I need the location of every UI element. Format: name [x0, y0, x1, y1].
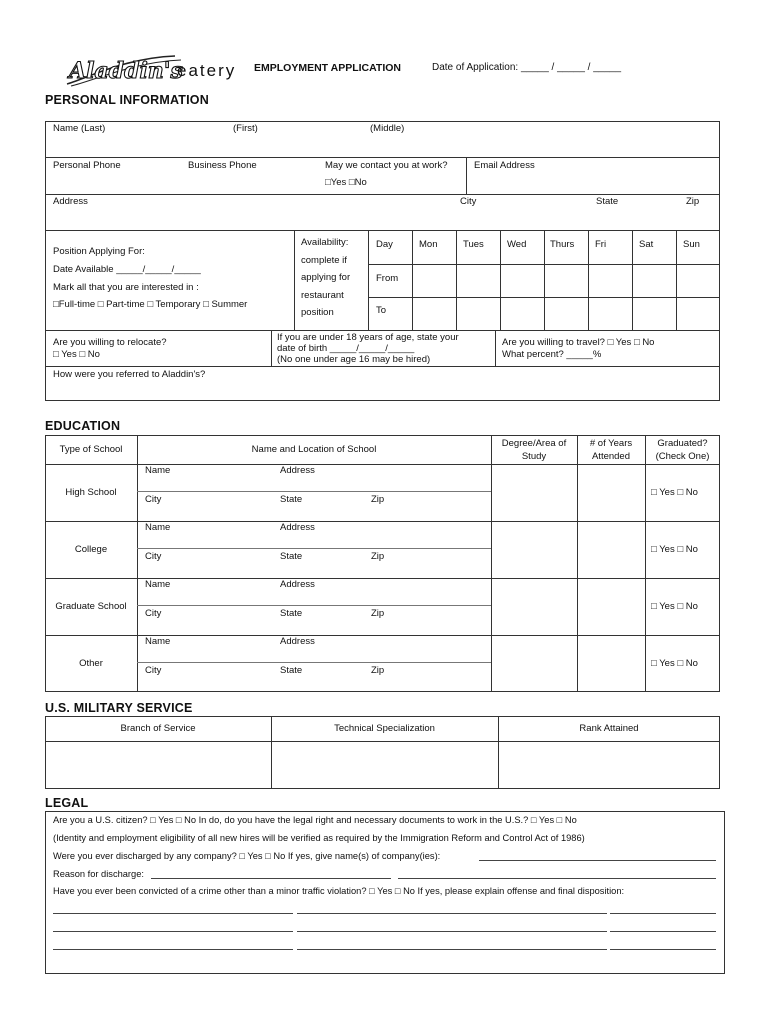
svg-text:Aladdin's: Aladdin's: [69, 58, 183, 84]
divider: [45, 157, 720, 158]
other-name-field[interactable]: Name: [145, 636, 171, 647]
divider: [368, 297, 720, 298]
divider: [398, 878, 716, 879]
other-address-field[interactable]: Address: [280, 636, 315, 647]
section-education-heading: EDUCATION: [45, 419, 121, 433]
divider: [544, 230, 545, 330]
divider: [577, 435, 578, 692]
divider: [368, 264, 720, 265]
school-type-other: Other: [79, 658, 103, 669]
hs-name-field[interactable]: Name: [145, 465, 171, 476]
day-header-sat: Sat: [639, 239, 654, 250]
address-field[interactable]: Address: [53, 196, 88, 207]
college-address-field[interactable]: Address: [280, 522, 315, 533]
availability-label-4: restaurant: [301, 290, 344, 301]
grad-city-field[interactable]: City: [145, 608, 162, 619]
divider: [500, 230, 501, 330]
divider: [271, 330, 272, 366]
grad-name-field[interactable]: Name: [145, 579, 171, 590]
explanation-line-3b[interactable]: [297, 949, 607, 950]
divider: [479, 860, 716, 861]
col-rank-attained: Rank Attained: [579, 723, 639, 734]
referred-field[interactable]: How were you referred to Aladdin's?: [53, 369, 206, 380]
form-title: EMPLOYMENT APPLICATION: [254, 62, 401, 74]
other-zip-field[interactable]: Zip: [371, 665, 385, 676]
divider: [588, 230, 589, 330]
divider: [137, 491, 491, 492]
conviction-question[interactable]: Have you ever been convicted of a crime other than a minor traffic violation? □ Yes □ No If yes, please explain offense and final disposition:: [53, 886, 625, 896]
divider: [368, 230, 369, 330]
other-city-field[interactable]: City: [145, 665, 162, 676]
name-last-field[interactable]: Name (Last): [53, 123, 106, 134]
divider: [456, 230, 457, 330]
day-header-tues: Tues: [463, 239, 484, 250]
explanation-line-2a[interactable]: [53, 931, 293, 932]
availability-label-2: complete if: [301, 255, 347, 266]
explanation-line-3c[interactable]: [610, 949, 716, 950]
relocate-checkboxes[interactable]: □ Yes □ No: [53, 349, 100, 360]
state-field[interactable]: State: [596, 196, 619, 207]
school-type-college: College: [74, 544, 108, 555]
divider: [466, 157, 467, 194]
grad-zip-field[interactable]: Zip: [371, 608, 385, 619]
col-type-of-school: Type of School: [59, 444, 123, 455]
travel-question[interactable]: Are you willing to travel? □ Yes □ No: [502, 337, 655, 348]
college-city-field[interactable]: City: [145, 551, 162, 562]
explanation-line-2c[interactable]: [610, 931, 716, 932]
explanation-line-1c[interactable]: [610, 913, 716, 914]
col-branch-of-service: Branch of Service: [120, 723, 196, 734]
hs-city-field[interactable]: City: [145, 494, 162, 505]
name-first-field[interactable]: (First): [233, 123, 258, 134]
explanation-line-1a[interactable]: [53, 913, 293, 914]
availability-label-1: Availability:: [301, 237, 349, 248]
col-years-1: # of Years: [589, 438, 633, 449]
hs-zip-field[interactable]: Zip: [371, 494, 385, 505]
divider: [45, 230, 720, 231]
col-years-2: Attended: [591, 451, 631, 462]
col-graduated-1: Graduated?: [657, 438, 708, 449]
citizen-question[interactable]: Are you a U.S. citizen? □ Yes □ No In do, do you have the legal right and necessary documents to work in the U.S.? □ Yes □ No: [53, 815, 577, 825]
aladdins-logo-graphic: [63, 50, 248, 88]
grad-address-field[interactable]: Address: [280, 579, 315, 590]
date-of-application[interactable]: Date of Application: _____ / _____ / _____: [432, 62, 622, 73]
divider: [645, 435, 646, 692]
date-of-birth-field[interactable]: date of birth _____/_____/_____: [277, 343, 415, 354]
section-military-heading: U.S. MILITARY SERVICE: [45, 701, 193, 715]
availability-label-5: position: [301, 307, 334, 318]
grad-graduated-checkboxes[interactable]: □ Yes □ No: [651, 601, 698, 612]
day-header-sun: Sun: [683, 239, 700, 250]
availability-from-label: From: [376, 273, 399, 284]
college-zip-field[interactable]: Zip: [371, 551, 385, 562]
hs-graduated-checkboxes[interactable]: □ Yes □ No: [651, 487, 698, 498]
contact-at-work-question: May we contact you at work?: [325, 160, 448, 171]
col-degree-1: Degree/Area of: [501, 438, 567, 449]
col-name-location: Name and Location of School: [251, 444, 377, 455]
discharged-question[interactable]: Were you ever discharged by any company? □ Yes □ No If yes, give name(s) of company(ies):: [53, 851, 441, 861]
day-header-fri: Fri: [595, 239, 607, 250]
business-phone-field[interactable]: Business Phone: [188, 160, 257, 171]
school-type-graduate-school: Graduate School: [55, 601, 127, 612]
explanation-line-2b[interactable]: [297, 931, 607, 932]
under18-line1: If you are under 18 years of age, state your: [277, 332, 459, 343]
explanation-line-3a[interactable]: [53, 949, 293, 950]
divider: [412, 230, 413, 330]
divider: [137, 548, 491, 549]
zip-field[interactable]: Zip: [686, 196, 700, 207]
divider: [137, 605, 491, 606]
job-type-checkboxes[interactable]: □Full-time □ Part-time □ Temporary □ Summer: [53, 299, 248, 310]
college-name-field[interactable]: Name: [145, 522, 171, 533]
day-header-mon: Mon: [419, 239, 438, 250]
divider: [495, 330, 496, 366]
hs-state-field[interactable]: State: [280, 494, 303, 505]
name-middle-field[interactable]: (Middle): [370, 123, 405, 134]
divider: [676, 230, 677, 330]
divider: [294, 230, 295, 330]
section-legal-heading: LEGAL: [45, 796, 89, 810]
mark-all-label: Mark all that you are interested in :: [53, 282, 199, 293]
email-field[interactable]: Email Address: [474, 160, 535, 171]
divider: [632, 230, 633, 330]
position-field[interactable]: Position Applying For:: [53, 246, 145, 257]
other-state-field[interactable]: State: [280, 665, 303, 676]
divider: [45, 194, 720, 195]
divider: [45, 366, 720, 367]
col-technical-specialization: Technical Specialization: [334, 723, 435, 734]
divider: [45, 741, 720, 742]
col-degree-2: Study: [521, 451, 547, 462]
college-graduated-checkboxes[interactable]: □ Yes □ No: [651, 544, 698, 555]
divider: [45, 330, 720, 331]
reason-for-discharge-field[interactable]: Reason for discharge:: [53, 869, 144, 879]
availability-label-3: applying for: [301, 272, 351, 283]
school-type-high-school: High School: [65, 487, 117, 498]
svg-text:eatery: eatery: [177, 61, 237, 80]
availability-to-label: To: [376, 305, 387, 316]
divider: [137, 662, 491, 663]
section-personal-heading: PERSONAL INFORMATION: [45, 93, 209, 107]
day-header-thurs: Thurs: [550, 239, 575, 250]
day-header-day: Day: [376, 239, 393, 250]
col-graduated-2: (Check One): [655, 451, 710, 462]
hs-address-field[interactable]: Address: [280, 465, 315, 476]
city-field[interactable]: City: [460, 196, 477, 207]
travel-percent-field[interactable]: What percent? _____%: [502, 349, 602, 360]
college-state-field[interactable]: State: [280, 551, 303, 562]
under18-note: (No one under age 16 may be hired): [277, 354, 431, 365]
divider: [137, 435, 138, 692]
grad-state-field[interactable]: State: [280, 608, 303, 619]
other-graduated-checkboxes[interactable]: □ Yes □ No: [651, 658, 698, 669]
eligibility-note: (Identity and employment eligibility of all new hires will be verified as required by the Immigration Reform and Control Act of 1986): [53, 833, 585, 843]
contact-at-work-checkboxes[interactable]: □Yes □No: [325, 177, 367, 188]
day-header-wed: Wed: [507, 239, 527, 250]
personal-phone-field[interactable]: Personal Phone: [53, 160, 121, 171]
date-available-field[interactable]: Date Available _____/_____/_____: [53, 264, 201, 275]
explanation-line-1b[interactable]: [297, 913, 607, 914]
relocate-question: Are you willing to relocate?: [53, 337, 167, 348]
divider: [491, 435, 492, 692]
divider: [151, 878, 391, 879]
